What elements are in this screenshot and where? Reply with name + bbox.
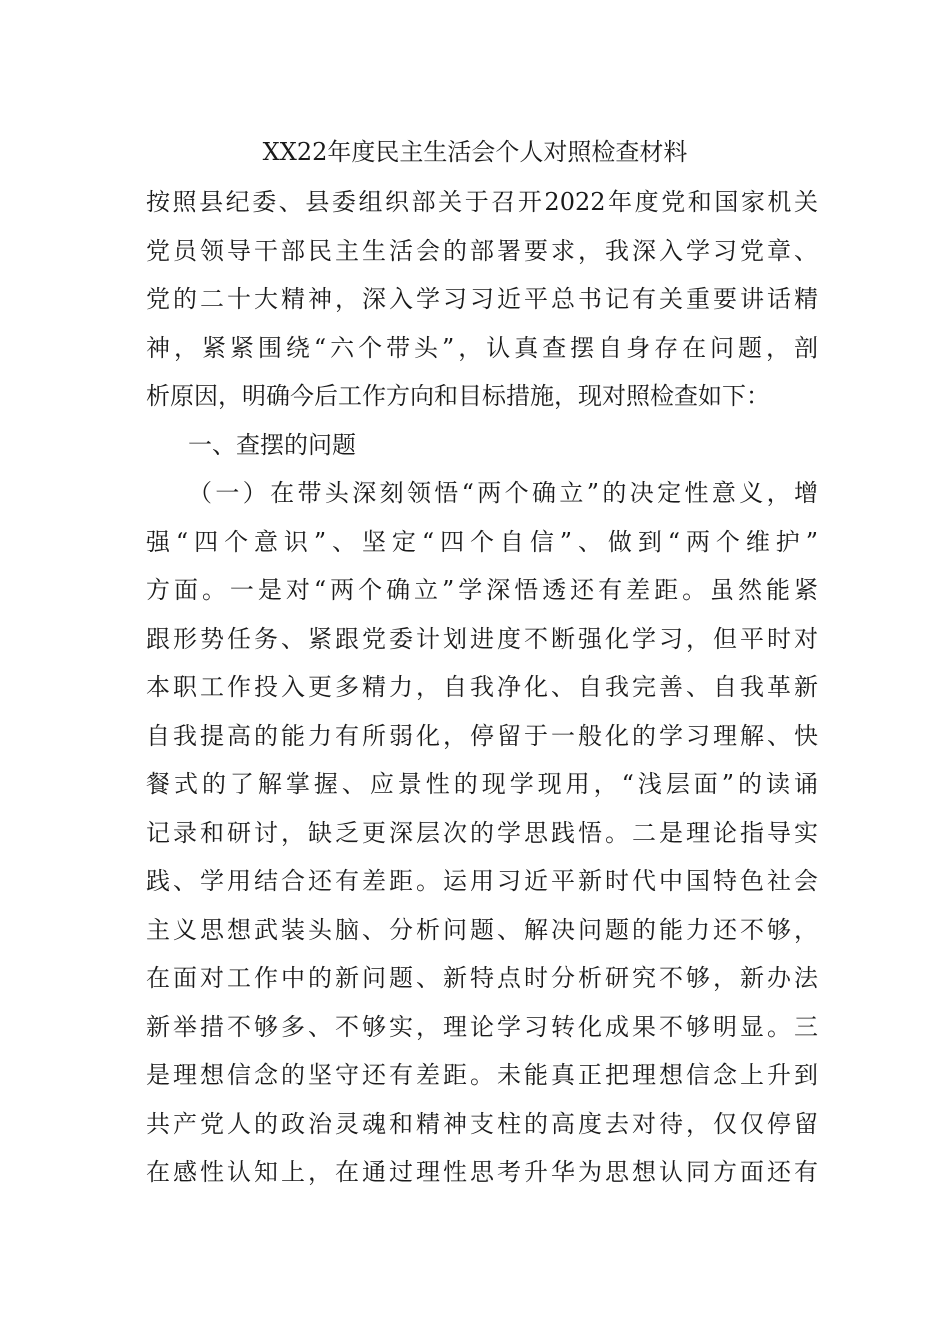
body-line: 餐式的了解掌握、应景性的现学现用，“浅层面”的读诵: [146, 770, 818, 798]
body-line: 党员领导干部民主生活会的部署要求，我深入学习党章、: [146, 236, 818, 265]
body-line: 在感性认知上，在通过理性思考升华为思想认同方面还有: [146, 1158, 818, 1186]
body-line: 本职工作投入更多精力，自我净化、自我完善、自我革新: [146, 673, 818, 701]
body-line: 跟形势任务、紧跟党委计划进度不断强化学习，但平时对: [146, 624, 818, 653]
body-line: （一）在带头深刻领悟“两个确立”的决定性意义，增: [188, 479, 818, 507]
body-line: 自我提高的能力有所弱化，停留于一般化的学习理解、快: [146, 721, 818, 750]
body-line: 践、学用结合还有差距。运用习近平新时代中国特色社会: [146, 867, 818, 895]
body-line: 是理想信念的坚守还有差距。未能真正把理想信念上升到: [146, 1061, 818, 1089]
body-line: 强“四个意识”、坚定“四个自信”、做到“两个维护”: [146, 527, 818, 556]
body-line: 析原因，明确今后工作方向和目标措施，现对照检查如下：: [146, 382, 770, 410]
document-body: [146, 178, 818, 1197]
body-line: 按照县纪委、县委组织部关于召开2022年度党和国家机关: [146, 188, 818, 216]
document-title: XX22年度民主生活会个人对照检查材料: [262, 138, 688, 166]
section-heading: 一、查摆的问题: [188, 430, 356, 459]
body-line: 神，紧紧围绕“六个带头”，认真查摆自身存在问题，剖: [146, 333, 818, 362]
body-line: 记录和研讨，缺乏更深层次的学思践悟。二是理论指导实: [146, 818, 818, 847]
body-line: 在面对工作中的新问题、新特点时分析研究不够，新办法: [146, 964, 818, 992]
body-line: 共产党人的政治灵魂和精神支柱的高度去对待，仅仅停留: [146, 1109, 818, 1138]
body-line: 方面。一是对“两个确立”学深悟透还有差距。虽然能紧: [146, 576, 818, 604]
body-line: 主义思想武装头脑、分析问题、解决问题的能力还不够，: [146, 915, 818, 944]
body-line: 党的二十大精神，深入学习习近平总书记有关重要讲话精: [146, 285, 818, 313]
body-line: 新举措不够多、不够实，理论学习转化成果不够明显。三: [146, 1012, 818, 1041]
